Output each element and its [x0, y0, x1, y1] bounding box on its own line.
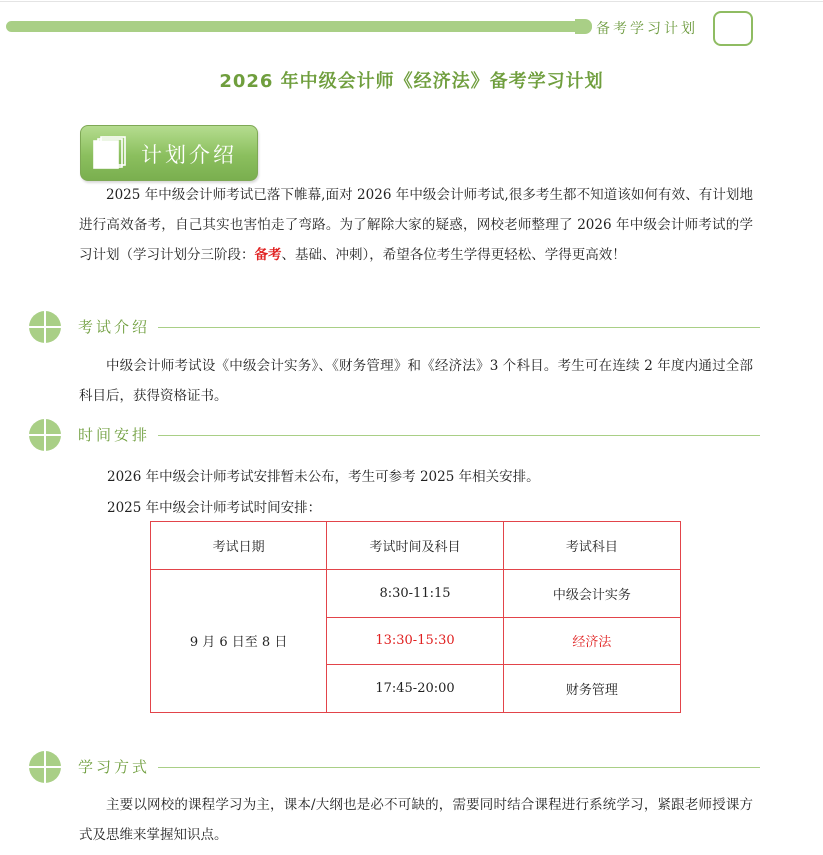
intro-highlight: 备考 [254, 247, 282, 263]
table-header-cell: 考试日期 [151, 522, 327, 570]
document-title: 2026 年中级会计师《经济法》备考学习计划 [219, 71, 604, 92]
section-rule [158, 767, 760, 768]
intro-text-before: 2025 年中级会计师考试已落下帷幕,面对 2026 年中级会计师考试,很多考生都不知道该如何有效、有计划地进行高效备考，自己其实也害怕走了弯路。为了解除大家的疑惑，网校老师整理了 2026 年中级会计师考试的学习计划（学习计划分三阶段： [79, 187, 753, 263]
green-circle-icon [28, 418, 62, 452]
section-title: 时间安排 [78, 426, 151, 444]
study-paragraph: 主要以网校的课程学习为主，课本/大纲也是必不可缺的，需要同时结合课程进行系统学习，紧跟老师授课方式及思维来掌握知识点。 [79, 797, 753, 843]
intro-paragraph [79, 180, 753, 270]
table-header-cell: 考试科目 [503, 522, 680, 570]
section-heading-study [28, 750, 760, 784]
exam-subject-cell: 中级会计实务 [503, 569, 680, 617]
section-rule [158, 435, 760, 436]
running-title: 备考学习计划 [596, 21, 698, 37]
header-bar-tip [575, 19, 592, 34]
exam-schedule-table [150, 521, 681, 713]
schedule-table-caption: 2025 年中级会计师考试时间安排： [107, 500, 322, 516]
document-stack-icon [93, 135, 127, 169]
section-title: 考试介绍 [78, 318, 151, 336]
section-rule [158, 327, 760, 328]
top-border-line [0, 1, 823, 2]
table-row [151, 569, 681, 617]
exam-time-cell: 8:30-11:15 [327, 569, 504, 617]
header-bar [6, 21, 592, 32]
exam-subject-cell: 经济法 [503, 617, 680, 665]
schedule-note: 2026 年中级会计师考试安排暂未公布，考生可参考 2025 年相关安排。 [107, 469, 540, 485]
green-circle-icon [28, 310, 62, 344]
section-title: 学习方式 [78, 758, 151, 776]
exam-intro-paragraph: 中级会计师考试设《中级会计实务》、《财务管理》和《经济法》3 个科目。考生可在连续 2 年度内通过全部科目后，获得资格证书。 [79, 358, 753, 404]
intro-text-after: 、基础、冲刺），希望各位考生学得更轻松、学得更高效！ [281, 247, 626, 263]
header-page-box [713, 11, 753, 46]
plan-intro-badge [80, 125, 258, 181]
section-heading-schedule [28, 418, 760, 452]
exam-date-cell: 9 月 6 日至 8 日 [151, 569, 327, 712]
section-heading-exam-intro [28, 310, 760, 344]
table-header-cell: 考试时间及科目 [327, 522, 504, 570]
green-circle-icon [28, 750, 62, 784]
badge-label: 计划介绍 [141, 143, 237, 167]
exam-subject-cell: 财务管理 [503, 665, 680, 713]
exam-time-cell: 13:30-15:30 [327, 617, 504, 665]
exam-time-cell: 17:45-20:00 [327, 665, 504, 713]
table-header-row [151, 522, 681, 570]
